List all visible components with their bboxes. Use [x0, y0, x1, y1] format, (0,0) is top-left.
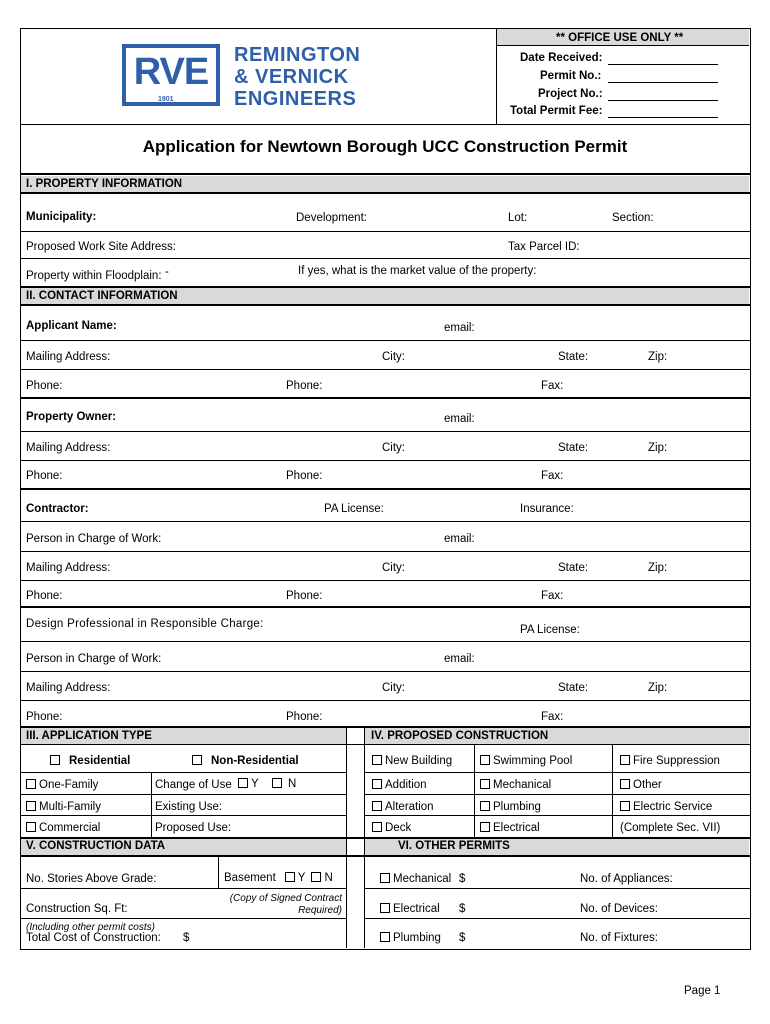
development-label: Development: — [296, 212, 367, 224]
page-number: Page 1 — [684, 985, 721, 997]
total-cost-dollar: $ — [183, 932, 190, 944]
non-residential-option[interactable]: Non-Residential — [192, 755, 299, 768]
company-logo — [122, 44, 362, 110]
permit-electrical-dollar: $ — [459, 903, 466, 915]
floodplain-label: Property within Floodplain: — [26, 270, 162, 282]
mechanical-checkbox[interactable] — [480, 779, 490, 789]
commercial-checkbox[interactable] — [26, 822, 36, 832]
contractor-city-label: City: — [382, 562, 405, 574]
design-professional-label: Design Professional in Responsible Charge: — [26, 618, 264, 630]
one-family-checkbox[interactable] — [26, 779, 36, 789]
including-note: (Including other permit costs) — [26, 922, 155, 933]
project-no-label: Project No.: — [538, 88, 603, 100]
total-fee-line[interactable] — [608, 117, 718, 118]
one-family-option[interactable]: One-Family — [26, 779, 98, 792]
change-of-use-n-checkbox[interactable] — [272, 778, 282, 788]
residential-option[interactable]: Residential — [50, 755, 130, 768]
contractor-phone1-label: Phone: — [26, 590, 63, 602]
permit-electrical-count: No. of Devices: — [580, 903, 658, 915]
contractor-phone2-label: Phone: — [286, 590, 323, 602]
alteration-checkbox[interactable] — [372, 801, 382, 811]
other-option[interactable]: Other — [620, 779, 662, 792]
multi-family-checkbox[interactable] — [26, 801, 36, 811]
section2-heading: II. CONTACT INFORMATION — [26, 290, 178, 302]
applicant-fax-label: Fax: — [541, 380, 564, 392]
owner-zip-label: Zip: — [648, 442, 668, 454]
design-fax-label: Fax: — [541, 711, 564, 723]
section5-heading: V. CONSTRUCTION DATA — [26, 840, 166, 852]
design-phone1-label: Phone: — [26, 711, 63, 723]
permit-mechanical-option[interactable]: Mechanical — [380, 873, 451, 886]
total-fee-label: Total Permit Fee: — [510, 105, 603, 117]
addition-option[interactable]: Addition — [372, 779, 427, 792]
applicant-phone1-label: Phone: — [26, 380, 63, 392]
contractor-insurance-label: Insurance: — [520, 503, 574, 515]
applicant-mailing-label: Mailing Address: — [26, 351, 111, 363]
tax-parcel-label: Tax Parcel ID: — [508, 241, 580, 253]
basement-y-checkbox[interactable] — [285, 872, 295, 882]
contractor-mailing-label: Mailing Address: — [26, 562, 111, 574]
design-pa-license-label: PA License: — [520, 624, 580, 636]
contract-note: (Copy of Signed Contract Required) — [229, 893, 342, 916]
alteration-option[interactable]: Alteration — [372, 801, 434, 814]
swimming-pool-option[interactable]: Swimming Pool — [480, 755, 572, 768]
design-city-label: City: — [382, 682, 405, 694]
permit-electrical-checkbox[interactable] — [380, 903, 390, 913]
date-received-label: Date Received: — [520, 52, 603, 64]
applicant-name-label: Applicant Name: — [26, 320, 117, 332]
logo-year: 1901 — [158, 96, 174, 103]
project-no-line[interactable] — [608, 100, 718, 101]
contractor-fax-label: Fax: — [541, 590, 564, 602]
electric-service-checkbox[interactable] — [620, 801, 630, 811]
mechanical-option[interactable]: Mechanical — [480, 779, 551, 792]
change-of-use-y-checkbox[interactable] — [238, 778, 248, 788]
permit-electrical-option[interactable]: Electrical — [380, 903, 440, 916]
permit-mechanical-checkbox[interactable] — [380, 873, 390, 883]
applicant-city-label: City: — [382, 351, 405, 363]
owner-phone1-label: Phone: — [26, 470, 63, 482]
contractor-zip-label: Zip: — [648, 562, 668, 574]
electric-service-option[interactable]: Electric Service — [620, 801, 712, 814]
new-building-checkbox[interactable] — [372, 755, 382, 765]
date-received-line[interactable] — [608, 64, 718, 65]
design-person-label: Person in Charge of Work: — [26, 653, 162, 665]
applicant-phone2-label: Phone: — [286, 380, 323, 392]
total-cost-label: Total Cost of Construction: — [26, 932, 161, 944]
logo-mark-text: RVE — [133, 51, 209, 93]
market-value-label: If yes, what is the market value of the property: — [298, 265, 537, 277]
section-label: Section: — [612, 212, 654, 224]
section1-heading: I. PROPERTY INFORMATION — [26, 178, 183, 190]
change-of-use-n[interactable]: N — [272, 778, 296, 791]
property-owner-label: Property Owner: — [26, 411, 117, 423]
permit-mechanical-dollar: $ — [459, 873, 466, 885]
owner-city-label: City: — [382, 442, 405, 454]
section6-heading: VI. OTHER PERMITS — [398, 840, 510, 852]
multi-family-option[interactable]: Multi-Family — [26, 801, 101, 814]
sq-ft-label: Construction Sq. Ft: — [26, 903, 128, 915]
company-name-line2: & VERNICK — [234, 66, 349, 88]
plumbing-checkbox[interactable] — [480, 801, 490, 811]
owner-state-label: State: — [558, 442, 589, 454]
floodplain-mark[interactable]: - — [165, 266, 169, 278]
owner-email-label: email: — [444, 413, 475, 425]
electrical-option[interactable]: Electrical — [480, 822, 540, 835]
deck-option[interactable]: Deck — [372, 822, 411, 835]
section3-heading: III. APPLICATION TYPE — [26, 730, 152, 742]
office-use-title: ** OFFICE USE ONLY ** — [556, 32, 684, 44]
design-mailing-label: Mailing Address: — [26, 682, 111, 694]
other-checkbox[interactable] — [620, 779, 630, 789]
contractor-person-label: Person in Charge of Work: — [26, 533, 162, 545]
municipality-label: Municipality: — [26, 211, 97, 223]
address-label: Proposed Work Site Address: — [26, 241, 176, 253]
page-title: Application for Newtown Borough UCC Construction Permit — [142, 137, 628, 156]
basement-n-checkbox[interactable] — [311, 872, 321, 882]
permit-mechanical-count: No. of Appliances: — [580, 873, 673, 885]
applicant-state-label: State: — [558, 351, 589, 363]
contractor-label: Contractor: — [26, 503, 89, 515]
owner-mailing-label: Mailing Address: — [26, 442, 111, 454]
contractor-pa-license-label: PA License: — [324, 503, 384, 515]
design-email-label: email: — [444, 653, 475, 665]
permit-plumbing-count: No. of Fixtures: — [580, 932, 658, 944]
electrical-checkbox[interactable] — [480, 822, 490, 832]
commercial-option[interactable]: Commercial — [26, 822, 100, 835]
contractor-email-label: email: — [444, 533, 475, 545]
proposed-use-label: Proposed Use: — [155, 822, 232, 834]
deck-checkbox[interactable] — [372, 822, 382, 832]
residential-checkbox[interactable] — [50, 755, 60, 765]
permit-plumbing-dollar: $ — [459, 932, 466, 944]
owner-phone2-label: Phone: — [286, 470, 323, 482]
owner-fax-label: Fax: — [541, 470, 564, 482]
fire-suppression-checkbox[interactable] — [620, 755, 630, 765]
design-state-label: State: — [558, 682, 589, 694]
contractor-state-label: State: — [558, 562, 589, 574]
section4-heading: IV. PROPOSED CONSTRUCTION — [371, 730, 549, 742]
permit-plumbing-checkbox[interactable] — [380, 932, 390, 942]
company-name-line1: REMINGTON — [234, 44, 361, 66]
company-name-line3: ENGINEERS — [234, 88, 357, 110]
complete-sec-note: (Complete Sec. VII) — [620, 822, 721, 834]
design-phone2-label: Phone: — [286, 711, 323, 723]
design-zip-label: Zip: — [648, 682, 668, 694]
change-of-use-label: Change of Use — [155, 779, 232, 791]
permit-no-line[interactable] — [608, 82, 718, 83]
basement-label: Basement Y N — [224, 872, 333, 884]
plumbing-option[interactable]: Plumbing — [480, 801, 541, 814]
permit-plumbing-option[interactable]: Plumbing — [380, 932, 441, 945]
permit-no-label: Permit No.: — [540, 70, 602, 82]
addition-checkbox[interactable] — [372, 779, 382, 789]
change-of-use-y[interactable]: Y — [238, 778, 259, 791]
existing-use-label: Existing Use: — [155, 801, 223, 813]
applicant-zip-label: Zip: — [648, 351, 668, 363]
non-residential-checkbox[interactable] — [192, 755, 202, 765]
applicant-email-label: email: — [444, 322, 475, 334]
new-building-option[interactable]: New Building — [372, 755, 452, 768]
stories-label: No. Stories Above Grade: — [26, 873, 157, 885]
fire-suppression-option[interactable]: Fire Suppression — [620, 755, 720, 768]
lot-label: Lot: — [508, 212, 528, 224]
swimming-pool-checkbox[interactable] — [480, 755, 490, 765]
